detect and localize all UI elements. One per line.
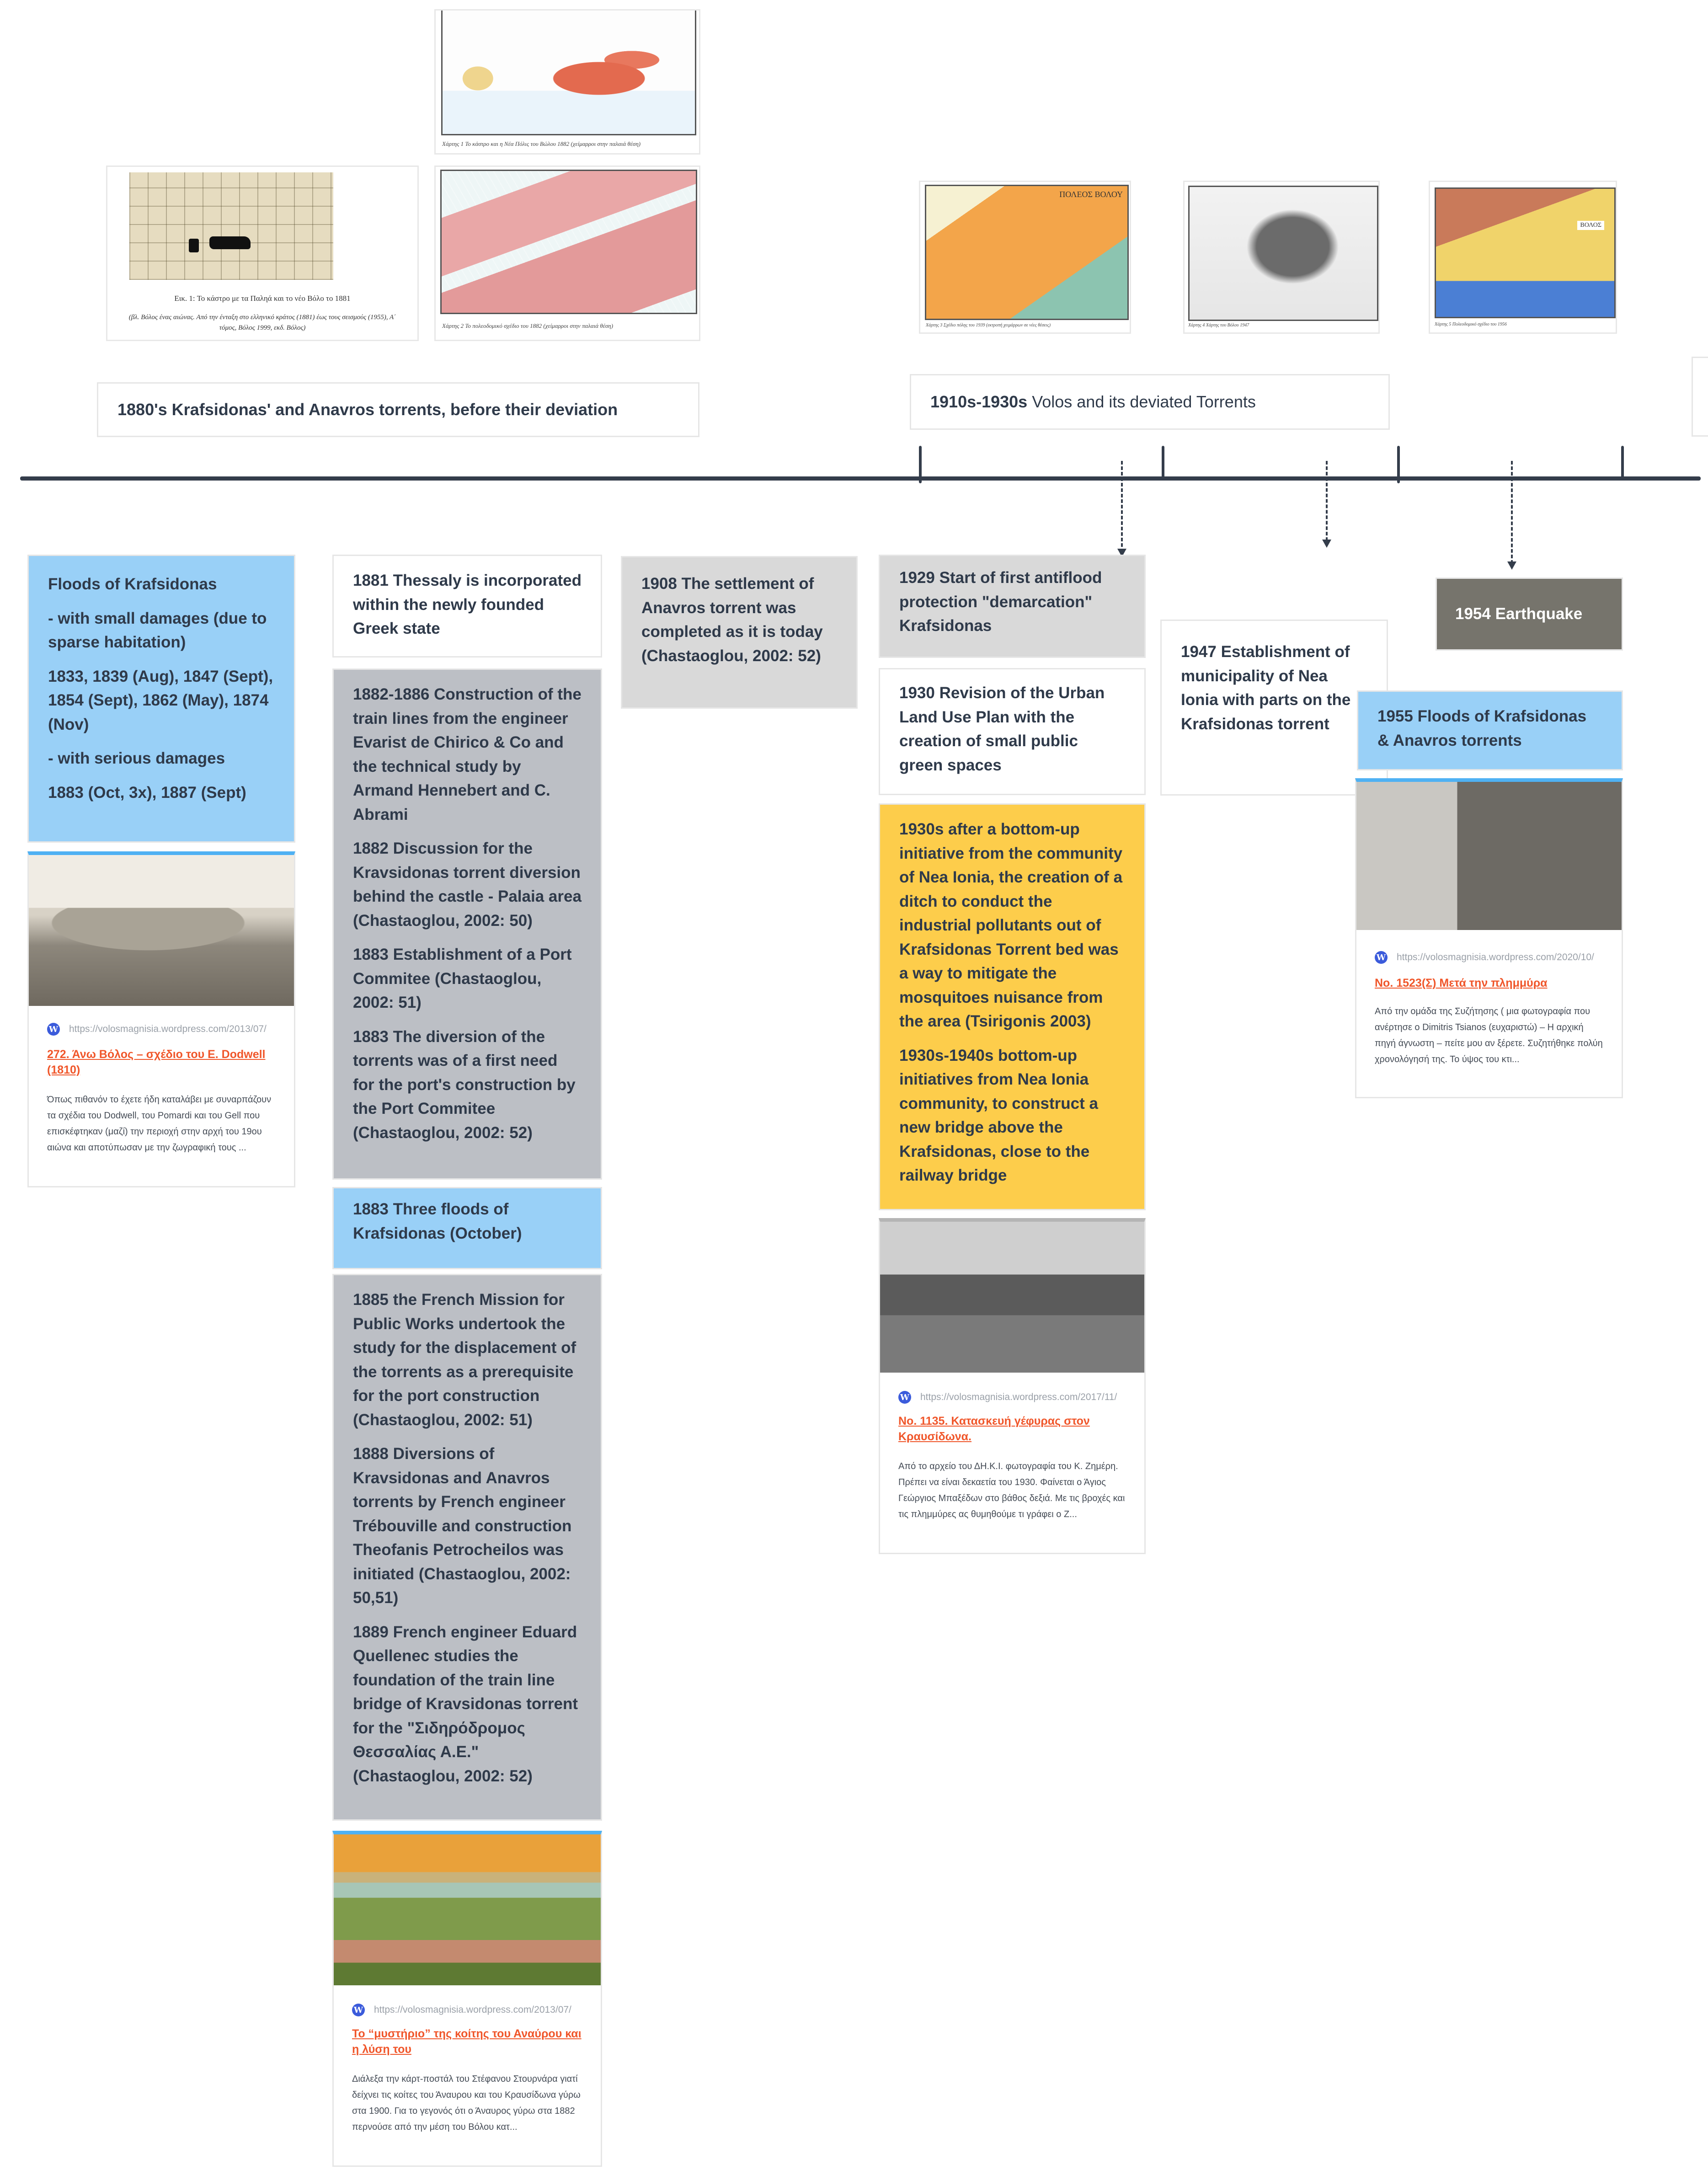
event-year: 1930s-1940s — [899, 1046, 994, 1064]
event-card-1908[interactable] — [621, 556, 858, 709]
link-source — [47, 1023, 280, 1036]
period-header-1880s[interactable] — [97, 382, 699, 437]
link-source — [1375, 951, 1608, 964]
event-text: Revision of the Urban Land Use Plan with the creation of small public green spaces — [899, 684, 1105, 774]
map-3-image — [925, 185, 1129, 320]
connector-dashed-1954 — [1511, 461, 1513, 564]
event-card-1885-1889[interactable] — [332, 1274, 602, 1821]
event-year: 1885 — [353, 1291, 389, 1309]
event-card-1883-floods[interactable] — [332, 1187, 602, 1269]
event-year: 1954 — [1455, 604, 1491, 623]
event-card-1955-floods[interactable] — [1357, 690, 1623, 770]
link-description: Από το αρχείο του ΔΗ.Κ.Ι. φωτογραφία του Κ. Ζημέρη. Πρέπει να είναι δεκαετία του 1930. Φαίνεται ο Άγιος Γεώργιος Μπαξέδων στο βάθος δεξιά. Με τις βροχές και τις πλημμύρες ας θυμηθούμε τι γράφει ο Ζ... — [898, 1461, 1125, 1519]
wordpress-icon: W — [352, 2004, 365, 2016]
period-1910s-year: 1910s-1930s — [930, 392, 1028, 411]
event-text: bottom-up initiatives from Nea Ionia community, to construct a new bridge above the Krafsidonas, close to the railway bridge — [899, 1046, 1098, 1184]
event-year: 1930s — [899, 820, 944, 838]
link-description: Από την ομάδα της Συζήτησης ( μια φωτογραφία που ανέρτησε ο Dimitris Tsianos (ευχαριστώ) – Η αρχική πηγή άγνωστη – πείτε μου αν ξέρετε. Συζητήθηκε πολύη χρονολόγησή της. Το ύψος του κτι... — [1375, 1006, 1603, 1064]
link-preview-after-flood[interactable] — [1355, 778, 1623, 1098]
period-1880s-text: Krafsidonas' and Anavros torrents, before their deviation — [167, 400, 618, 419]
event-text: The settlement of Anavros torrent was completed as it is today (Chastaoglou, 2002: 52) — [641, 575, 823, 665]
map-1881-image — [129, 172, 333, 280]
event-text: Floods of Krafsidonas & Anavros torrents — [1377, 707, 1587, 749]
floods-small-label: - with small damages (due to sparse habitation) — [48, 609, 267, 651]
event-text: Three floods of Krafsidonas (October) — [353, 1200, 522, 1242]
link-title[interactable]: 272. Άνω Βόλος – σχέδιο του E. Dodwell (1810) — [47, 1048, 266, 1076]
event-year: 1881 — [353, 572, 389, 589]
link-preview-dodwell[interactable] — [27, 851, 295, 1187]
link-source — [898, 1391, 1131, 1404]
map-4-caption: Χάρτης 4 Χάρτης του Βόλου 1947 — [1188, 323, 1249, 328]
event-card-floods-of-krafsidonas[interactable] — [27, 555, 295, 843]
event-year: 1882 — [353, 839, 389, 857]
event-year: 1888 — [353, 1445, 389, 1463]
link-title[interactable]: Το “μυστήριο” της κοίτης του Αναύρου και η λύση του — [352, 2027, 582, 2056]
event-year: 1955 — [1377, 707, 1413, 725]
event-text: Discussion for the Kravsidonas torrent diversion behind the castle - Palaia area (Chastaoglou, 2002: 50) — [353, 839, 582, 930]
link-url: https://volosmagnisia.wordpress.com/2020/10/ — [1397, 952, 1594, 962]
map-2-image — [440, 170, 697, 314]
event-year: 1947 — [1181, 643, 1217, 661]
link-source — [352, 2004, 587, 2016]
floods-serious-label: - with serious damages — [48, 749, 225, 767]
map-2-caption: Χάρτης 2 Το πολεοδομικό σχέδιο του 1882 (χείμαρροι στην παλαιά θέση) — [442, 322, 614, 329]
event-year: 1929 — [899, 569, 935, 587]
link-url: https://volosmagnisia.wordpress.com/2013/07/ — [374, 2005, 571, 2015]
link-url: https://volosmagnisia.wordpress.com/2013/07/ — [69, 1024, 267, 1034]
map-thumbnail-5[interactable] — [1429, 181, 1617, 334]
event-text: Establishment of a Port Commitee (Chastaoglou, 2002: 51) — [353, 946, 572, 1011]
event-year: 1889 — [353, 1623, 389, 1641]
event-card-1881[interactable] — [332, 555, 602, 658]
period-header-next-partial[interactable] — [1692, 357, 1708, 437]
floods-title: Floods of Krafsidonas — [48, 575, 217, 593]
connector-dashed-1929 — [1121, 461, 1123, 552]
floods-small-dates: 1833, 1839 (Aug), 1847 (Sept), 1854 (Sept), 1862 (May), 1874 (Nov) — [48, 667, 273, 733]
map-5-image — [1435, 187, 1616, 318]
timeline-axis — [20, 476, 1701, 481]
arrow-down-icon — [1322, 540, 1331, 548]
map-thumbnail-4[interactable] — [1183, 181, 1380, 334]
link-description: Όπως πιθανόν το έχετε ήδη καταλάβει με συναρπάζουν τα σχέδια του Dodwell, του Pomardi και του Gell που επισκέφτηκαν (μαζί) την περιοχή στην αρχή του 19ου αιώνα και αποτύπωσαν με την ζωγραφική τους ... — [47, 1095, 272, 1153]
floods-serious-dates: 1883 (Oct, 3x), 1887 (Sept) — [48, 783, 246, 802]
period-1910s-text: Volos and its deviated Torrents — [1027, 392, 1256, 411]
event-text: Thessaly is incorporated within the newly founded Greek state — [353, 572, 582, 637]
event-card-1929[interactable] — [879, 555, 1146, 658]
map-thumbnail-1881[interactable] — [106, 166, 419, 341]
link-title[interactable]: No. 1135. Κατασκευή γέφυρας στον Κραυσίδωνα. — [898, 1415, 1090, 1443]
map-1881-caption: Εικ. 1: Το κάστρο με τα Παληά και το νέο Βόλο το 1881 — [174, 294, 351, 303]
event-card-1947[interactable] — [1160, 620, 1388, 796]
town-shape — [209, 236, 251, 249]
event-year: 1882-1886 — [353, 685, 430, 703]
map-1-image — [441, 11, 696, 135]
link-preview-anavros-mystery[interactable] — [332, 1831, 602, 2167]
event-text: The diversion of the torrents was of a first need for the port's construction by the Port Commitee (Chastaoglou, 2002: 52) — [353, 1027, 576, 1142]
timeline-tick — [1162, 446, 1164, 481]
timeline-tick — [919, 446, 922, 483]
period-header-1910s-1930s[interactable] — [910, 374, 1390, 430]
map-thumbnail-2[interactable] — [434, 166, 700, 341]
event-card-1930s-initiatives[interactable] — [879, 803, 1146, 1210]
wordpress-icon: W — [898, 1391, 911, 1404]
map-3-inner-title: ΠΟΛΕΟΣ ΒΟΛΟΥ — [1059, 190, 1123, 199]
event-text: Establishment of municipality of Nea Ionia with parts on the Krafsidonas torrent — [1181, 643, 1351, 733]
wordpress-icon: W — [1375, 951, 1388, 964]
event-year: 1883 — [353, 1027, 389, 1046]
event-card-1954-earthquake[interactable] — [1436, 577, 1623, 651]
timeline-tick — [1621, 446, 1624, 481]
event-text: French engineer Eduard Quellenec studies the foundation of the train line bridge of Kravsidonas torrent for the "Σιδηρόδρομος Θεσσαλίας Α.Ε." (Chastaoglou, 2002: 52) — [353, 1623, 578, 1785]
dodwell-sketch-image — [29, 855, 294, 1006]
arrow-down-icon — [1507, 561, 1516, 570]
event-card-1882-1883[interactable] — [332, 668, 602, 1180]
event-text: Diversions of Kravsidonas and Anavros torrents by French engineer Trébouville and construction Theofanis Petrocheilos was initiated (Chastaoglou, 2002: 50,51) — [353, 1445, 572, 1607]
event-text: Construction of the train lines from the engineer Evarist de Chirico & Co and the technical study by Armand Hennebert and C. Abrami — [353, 685, 582, 823]
event-year: 1883 — [353, 1200, 389, 1218]
event-text: Start of first antiflood protection "demarcation" Krafsidonas — [899, 569, 1102, 635]
event-year: 1908 — [641, 575, 677, 593]
event-card-1930[interactable] — [879, 668, 1146, 795]
event-year: 1930 — [899, 684, 935, 702]
map-4-image — [1188, 186, 1378, 321]
link-title[interactable]: No. 1523(Σ) Μετά την πλημμύρα — [1375, 977, 1548, 989]
flood-photo-image — [1356, 782, 1622, 930]
wordpress-icon: W — [47, 1023, 60, 1036]
map-thumbnail-3[interactable] — [919, 181, 1131, 334]
connector-dashed-1947 — [1326, 461, 1328, 541]
event-text: the French Mission for Public Works undertook the study for the displacement of the torrents as a prerequisite for the port construction (Chastaoglou, 2002: 51) — [353, 1291, 576, 1429]
map-3-caption: Χάρτης 3 Σχέδιο πόλης του 1939 (εκτροπή χειμάρρων σε νέες θέσεις) — [926, 323, 1051, 328]
event-text: Earthquake — [1490, 604, 1583, 623]
map-1881-source: (βλ. Βόλος ένας αιώνας. Από την ένταξη στο ελληνικό κράτος (1881) έως τους σεισμούς (1955), Α΄ τόμος, Βόλος 1999, εκδ. Βόλος) — [128, 314, 396, 331]
castle-shape — [189, 239, 199, 252]
link-description: Διάλεξα την κάρτ-ποστάλ του Στέφανου Στουρνάρα γιατί δείχνει τις κοίτες του Άναυρου και του Κραυσίδωνα γύρω στα 1900. Για το γεγονός ότι ο Άναυρος γύρω στα 1882 περνούσε από την μέση του Βόλου κατ... — [352, 2074, 581, 2132]
period-1880s-year: 1880's — [117, 400, 167, 419]
map-5-caption: Χάρτης 5 Πολεοδομικό σχέδιο του 1956 — [1435, 322, 1507, 327]
link-url: https://volosmagnisia.wordpress.com/2017/11/ — [920, 1392, 1117, 1402]
event-year: 1883 — [353, 946, 389, 963]
link-preview-bridge-construction[interactable] — [879, 1218, 1146, 1554]
map-1-caption: Χάρτης 1 Το κάστρο και η Νέα Πόλις του Βώλου 1882 (χείμαρροι στην παλαιά θέση) — [442, 140, 641, 147]
timeline-tick — [1397, 446, 1400, 483]
bridge-photo-image — [880, 1222, 1144, 1373]
map-thumbnail-1[interactable] — [434, 9, 700, 155]
postcard-image — [334, 1834, 601, 1985]
map-5-inner-title: ΒΟΛΟΣ — [1577, 221, 1604, 230]
event-text: after a bottom-up initiative from the community of Nea Ionia, the creation of a ditch to conduct the industrial pollutants out of Krafsidonas Torrent bed was a way to mitigate the mosquitoes nuisance from the area (Tsirigonis 2003) — [899, 820, 1123, 1030]
